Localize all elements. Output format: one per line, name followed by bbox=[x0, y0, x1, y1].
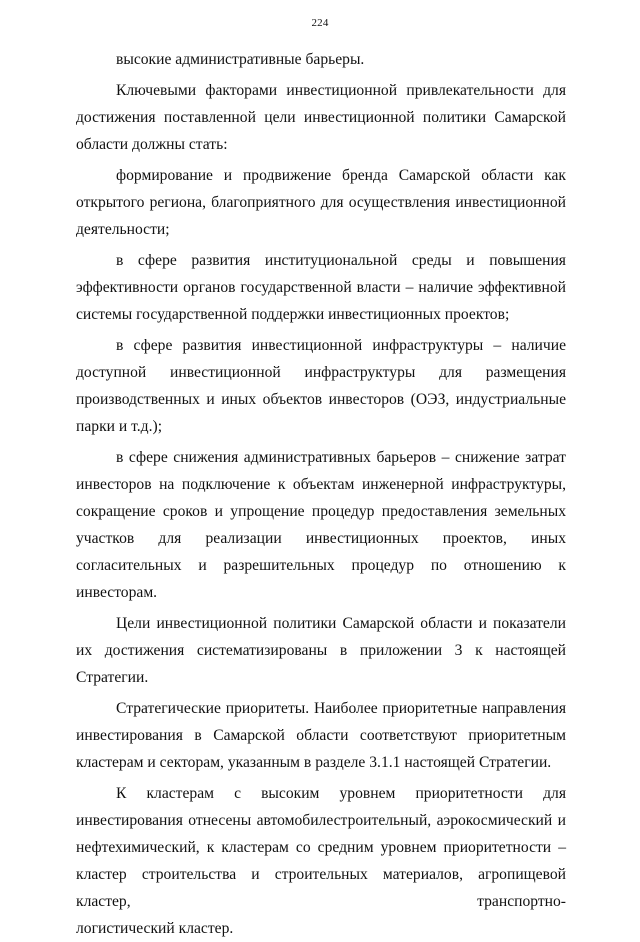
paragraph-goals: Цели инвестиционной политики Самарской области и показатели их достижения систематизированы в приложении 3 к настоящей Стратегии. bbox=[76, 615, 566, 686]
paragraph-clusters: К кластерам с высоким уровнем приоритетности для инвестирования отнесены автомобилестроительный, аэрокосмический и нефтехимический, к кластерам со средним уровнем приоритетности – кластер строительства и строительных материалов, агропищевой кластер, транспортно- bbox=[76, 785, 566, 910]
page-number: 224 bbox=[311, 17, 329, 29]
paragraph-key-factors: Ключевыми факторами инвестиционной привлекательности для достижения поставленной цели инвестиционной политики Самарской области должны стать: bbox=[76, 82, 566, 153]
paragraph-institutional: в сфере развития институциональной среды и повышения эффективности органов государственной власти – наличие эффективной системы государственной поддержки инвестиционных проектов; bbox=[76, 252, 566, 323]
document-body bbox=[76, 46, 566, 942]
paragraph-infrastructure: в сфере развития инвестиционной инфраструктуры – наличие доступной инвестиционной инфраструктуры для размещения производственных и иных объектов инвесторов (ОЭЗ, индустриальные парки и т.д.); bbox=[76, 337, 566, 435]
paragraph-priorities: Стратегические приоритеты. Наиболее приоритетные направления инвестирования в Самарской области соответствуют приоритетным кластерам и секторам, указанным в разделе 3.1.1 настоящей Стратегии. bbox=[76, 700, 566, 771]
paragraph-brand: формирование и продвижение бренда Самарской области как открытого региона, благоприятного для осуществления инвестиционной деятельности; bbox=[76, 167, 566, 238]
paragraph-continuation: высокие административные барьеры. bbox=[116, 51, 365, 68]
paragraph-clusters-end: логистический кластер. bbox=[76, 920, 234, 937]
paragraph-admin-barriers: в сфере снижения административных барьеров – снижение затрат инвесторов на подключение к объектам инженерной инфраструктуры, сокращение сроков и упрощение процедур предоставления земельных участков для реализации инвестиционных проектов, иных согласительных и разрешительных процедур по отношению к инвесторам. bbox=[76, 449, 566, 601]
